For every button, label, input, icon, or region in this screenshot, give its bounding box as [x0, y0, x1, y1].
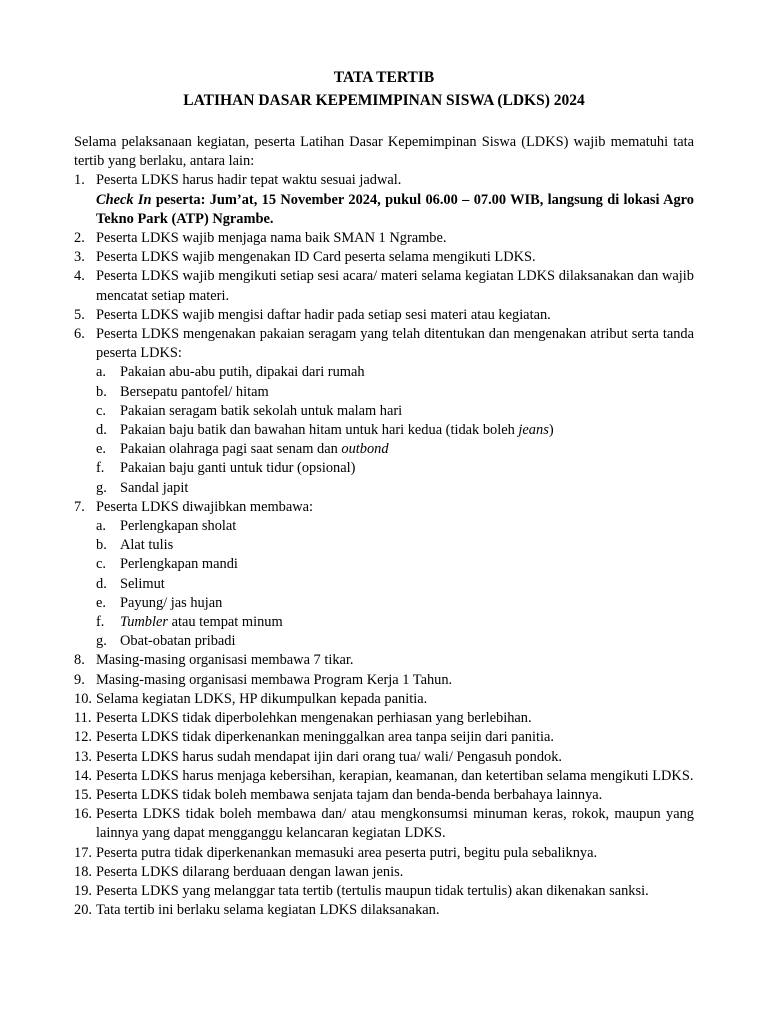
bring-item [74, 536, 694, 555]
rule-number: 6. [74, 326, 85, 343]
rule-item [74, 709, 694, 728]
rule-number: 2. [74, 230, 85, 247]
checkin-note [74, 191, 694, 229]
rule-number: 5. [74, 306, 85, 323]
checkin-text: peserta: Jum’at, 15 November 2024, pukul 06.00 – 07.00 WIB, langsung di lokasi Agro Tekno Park (ATP) Ngrambe. [96, 191, 694, 227]
bring-letter: c. [96, 556, 106, 573]
attire-text: Bersepatu pantofel/ hitam [120, 383, 269, 400]
rule-item [74, 901, 694, 920]
document-subtitle: LATIHAN DASAR KEPEMIMPINAN SISWA (LDKS) 2024 [183, 92, 585, 109]
bring-letter: d. [96, 575, 107, 592]
rule-text: Peserta LDKS wajib mengikuti setiap sesi acara/ materi selama kegiatan LDKS dilaksanakan dan wajib mencatat setiap materi. [96, 268, 694, 304]
bring-item [74, 613, 694, 632]
rule-number: 10. [74, 690, 92, 707]
rule-number: 19. [74, 882, 92, 899]
rule-number: 1. [74, 172, 85, 189]
rule-number: 4. [74, 268, 85, 285]
rule-text: Peserta LDKS tidak diperbolehkan mengenakan perhiasan yang berlebihan. [96, 710, 532, 727]
bring-item [74, 594, 694, 613]
rule-text: Peserta LDKS wajib mengisi daftar hadir pada setiap sesi materi atau kegiatan. [96, 306, 551, 323]
rule-item [74, 863, 694, 882]
document-title: TATA TERTIB [333, 69, 435, 86]
bring-item [74, 575, 694, 594]
rule-item [74, 325, 694, 363]
rule-text: Peserta LDKS tidak boleh membawa dan/ atau mengkonsumsi minuman keras, rokok, maupun yang lainnya yang dapat mengganggu kelancaran kegiatan LDKS. [96, 806, 694, 842]
rule-item [74, 498, 694, 517]
attire-text: Pakaian baju batik dan bawahan hitam untuk hari kedua (tidak boleh [120, 422, 519, 439]
rule-item [74, 171, 694, 190]
rule-item [74, 786, 694, 805]
attire-text: Pakaian seragam batik sekolah untuk malam hari [120, 402, 403, 419]
bring-text: Obat-obatan pribadi [120, 633, 236, 650]
intro-paragraph: Selama pelaksanaan kegiatan, peserta Latihan Dasar Kepemimpinan Siswa (LDKS) wajib mematuhi tata tertib yang berlaku, antara lain: [74, 134, 694, 170]
rule-item [74, 882, 694, 901]
rule-number: 15. [74, 786, 92, 803]
bring-item [74, 632, 694, 651]
attire-letter: f. [96, 460, 105, 477]
rule-number: 20. [74, 902, 92, 919]
rule-text: Peserta LDKS dilarang berduaan dengan lawan jenis. [96, 863, 404, 880]
attire-letter: d. [96, 422, 107, 439]
bring-text: atau tempat minum [167, 614, 283, 631]
rule-item [74, 748, 694, 767]
attire-text: Pakaian olahraga pagi saat senam dan [120, 441, 342, 458]
rule-number: 18. [74, 863, 92, 880]
rule-item [74, 767, 694, 786]
rule-number: 17. [74, 844, 92, 861]
attire-item [74, 479, 694, 498]
attire-letter: g. [96, 479, 107, 496]
rule-number: 3. [74, 249, 85, 266]
bring-letter: g. [96, 633, 107, 650]
attire-letter: b. [96, 383, 107, 400]
rule-text: Tata tertib ini berlaku selama kegiatan LDKS dilaksanakan. [96, 902, 440, 919]
bring-text: Alat tulis [120, 537, 174, 554]
rule-text: Peserta LDKS wajib menjaga nama baik SMAN 1 Ngrambe. [96, 230, 447, 247]
rule-number: 11. [74, 710, 92, 727]
bring-letter: f. [96, 614, 105, 631]
rule-number: 16. [74, 806, 92, 823]
rule-item [74, 690, 694, 709]
rule-item [74, 671, 694, 690]
rule-text: Selama kegiatan LDKS, HP dikumpulkan kepada panitia. [96, 690, 428, 707]
bring-letter: e. [96, 594, 106, 611]
attire-item [74, 440, 694, 459]
rule-number: 9. [74, 671, 85, 688]
attire-text: Pakaian abu-abu putih, dipakai dari rumah [120, 364, 365, 381]
attire-italic: outbond [341, 441, 389, 458]
rule-item [74, 651, 694, 670]
rule-text: Peserta LDKS yang melanggar tata tertib (tertulis maupun tidak tertulis) akan dikenakan sanksi. [96, 882, 649, 899]
attire-letter: e. [96, 441, 106, 458]
bring-text: Perlengkapan mandi [120, 556, 238, 573]
rule-item [74, 844, 694, 863]
bring-text: Perlengkapan sholat [120, 518, 237, 535]
rule-number: 13. [74, 748, 92, 765]
rule-text: Peserta LDKS harus sudah mendapat ijin dari orang tua/ wali/ Pengasuh pondok. [96, 748, 563, 765]
attire-item [74, 383, 694, 402]
attire-item [74, 402, 694, 421]
rule-text: Peserta LDKS harus hadir tepat waktu sesuai jadwal. [96, 172, 402, 189]
bring-item [74, 555, 694, 574]
rule-number: 14. [74, 767, 92, 784]
rule-item [74, 306, 694, 325]
attire-item [74, 421, 694, 440]
rule-text: Masing-masing organisasi membawa Program Kerja 1 Tahun. [96, 671, 453, 688]
attire-after: ) [548, 422, 554, 439]
attire-letter: a. [96, 364, 106, 381]
rule-text: Masing-masing organisasi membawa 7 tikar. [96, 652, 354, 669]
attire-text: Sandal japit [120, 479, 189, 496]
attire-letter: c. [96, 402, 106, 419]
rule-number: 7. [74, 498, 85, 515]
rule-text: Peserta LDKS diwajibkan membawa: [96, 498, 314, 515]
rule-text: Peserta LDKS mengenakan pakaian seragam yang telah ditentukan dan mengenakan atribut serta tanda peserta LDKS: [96, 326, 694, 362]
attire-italic: jeans [518, 422, 549, 439]
rule-item [74, 248, 694, 267]
rule-text: Peserta LDKS tidak boleh membawa senjata tajam dan benda-benda berbahaya lainnya. [96, 786, 603, 803]
bring-italic: Tumbler [120, 614, 168, 631]
rule-item [74, 267, 694, 305]
rule-item [74, 229, 694, 248]
rule-item [74, 728, 694, 747]
bring-letter: b. [96, 537, 107, 554]
rule-item [74, 805, 694, 843]
rule-text: Peserta LDKS harus menjaga kebersihan, kerapian, keamanan, dan ketertiban selama mengikuti LDKS. [96, 767, 694, 784]
attire-text: Pakaian baju ganti untuk tidur (opsional) [120, 460, 356, 477]
attire-item [74, 363, 694, 382]
bring-item [74, 517, 694, 536]
document-body [74, 133, 694, 920]
rule-text: Peserta LDKS tidak diperkenankan meninggalkan area tanpa seijin dari panitia. [96, 729, 554, 746]
bring-letter: a. [96, 518, 106, 535]
rule-text: Peserta putra tidak diperkenankan memasuki area peserta putri, begitu pula sebaliknya. [96, 844, 598, 861]
rule-number: 12. [74, 729, 92, 746]
bring-text: Selimut [120, 575, 165, 592]
attire-item [74, 459, 694, 478]
checkin-label: Check In [96, 191, 152, 208]
bring-text: Payung/ jas hujan [120, 594, 223, 611]
rule-number: 8. [74, 652, 85, 669]
rule-text: Peserta LDKS wajib mengenakan ID Card peserta selama mengikuti LDKS. [96, 249, 536, 266]
